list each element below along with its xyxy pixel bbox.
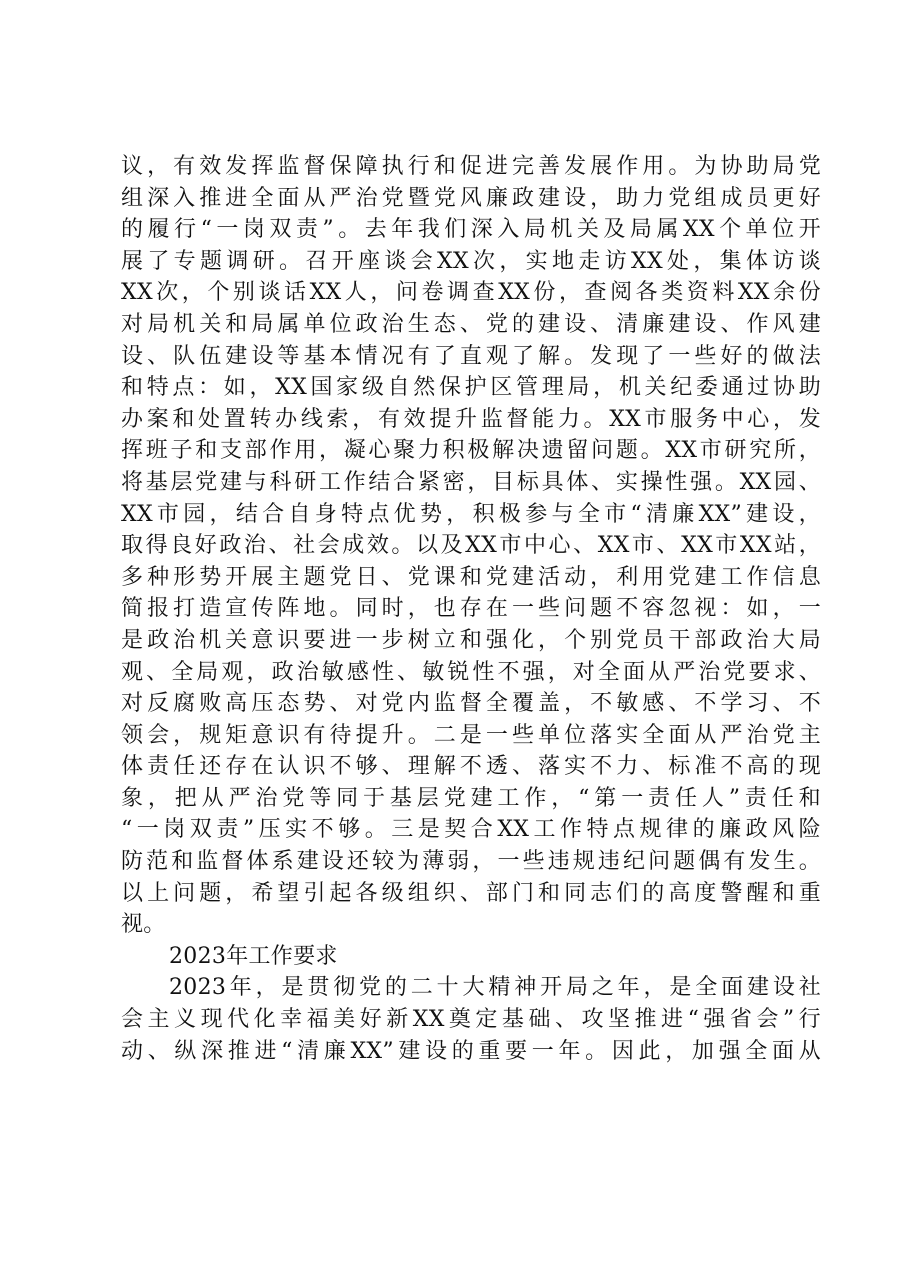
text-line: 挥班子和支部作用，凝心聚力积极解决遗留问题。XX市研究所， xyxy=(121,438,821,464)
text-line: 议，有效发挥监督保障执行和促进完善发展作用。为协助局党 xyxy=(121,154,821,179)
text-line: 的履行“一岗双责”。去年我们深入局机关及局属XX个单位开 xyxy=(121,217,821,243)
text-line: 动、纵深推进“清廉XX”建设的重要一年。因此，加强全面从 xyxy=(121,1038,821,1064)
text-line: XX市园，结合自身特点优势，积极参与全市“清廉XX”建设， xyxy=(121,501,821,527)
text-line: 简报打造宣传阵地。同时，也存在一些问题不容忽视：如，一 xyxy=(121,596,821,622)
text-line: XX次，个别谈话XX人，问卷调查XX份，查阅各类资料XX余份 xyxy=(121,280,821,306)
text-line: 将基层党建与科研工作结合紧密，目标具体、实操性强。XX园、 xyxy=(121,469,821,495)
text-line: 以上问题，希望引起各级组织、部门和同志们的高度警醒和重 xyxy=(121,880,821,906)
paragraph-requirements xyxy=(121,972,821,1067)
document-body xyxy=(121,151,821,1067)
text-line: 展了专题调研。召开座谈会XX次，实地走访XX处，集体访谈 xyxy=(121,248,821,274)
text-line: 对局机关和局属单位政治生态、党的建设、清廉建设、作风建 xyxy=(121,311,821,337)
section-heading: 2023年工作要求 xyxy=(169,943,338,969)
text-line: 视。 xyxy=(121,912,166,938)
text-line: “一岗双责”压实不够。三是契合XX工作特点规律的廉政风险 xyxy=(121,817,821,843)
text-line: 取得良好政治、社会成效。以及XX市中心、XX市、XX市XX站， xyxy=(121,533,821,559)
text-line: 是政治机关意识要进一步树立和强化，个别党员干部政治大局 xyxy=(121,627,821,653)
paragraph-review xyxy=(121,151,821,941)
text-line: 防范和监督体系建设还较为薄弱，一些违规违纪问题偶有发生。 xyxy=(121,849,821,875)
text-line: 观、全局观，政治敏感性、敏锐性不强，对全面从严治党要求、 xyxy=(121,659,821,685)
text-line: 2023年，是贯彻党的二十大精神开局之年，是全面建设社 xyxy=(169,975,821,1001)
text-line: 体责任还存在认识不够、理解不透、落实不力、标准不高的现 xyxy=(121,754,821,780)
text-line: 象，把从严治党等同于基层党建工作，“第一责任人”责任和 xyxy=(121,785,821,811)
text-line: 组深入推进全面从严治党暨党风廉政建设，助力党组成员更好 xyxy=(121,185,821,211)
text-line: 对反腐败高压态势、对党内监督全覆盖，不敏感、不学习、不 xyxy=(121,691,821,717)
text-line: 领会，规矩意识有待提升。二是一些单位落实全面从严治党主 xyxy=(121,722,821,748)
text-line: 和特点：如，XX国家级自然保护区管理局，机关纪委通过协助 xyxy=(121,375,821,401)
text-line: 办案和处置转办线索，有效提升监督能力。XX市服务中心，发 xyxy=(121,406,821,432)
text-line: 设、队伍建设等基本情况有了直观了解。发现了一些好的做法 xyxy=(121,343,821,369)
text-line: 会主义现代化幸福美好新XX奠定基础、攻坚推进“强省会”行 xyxy=(121,1007,821,1033)
text-line: 多种形势开展主题党日、党课和党建活动，利用党建工作信息 xyxy=(121,564,821,590)
